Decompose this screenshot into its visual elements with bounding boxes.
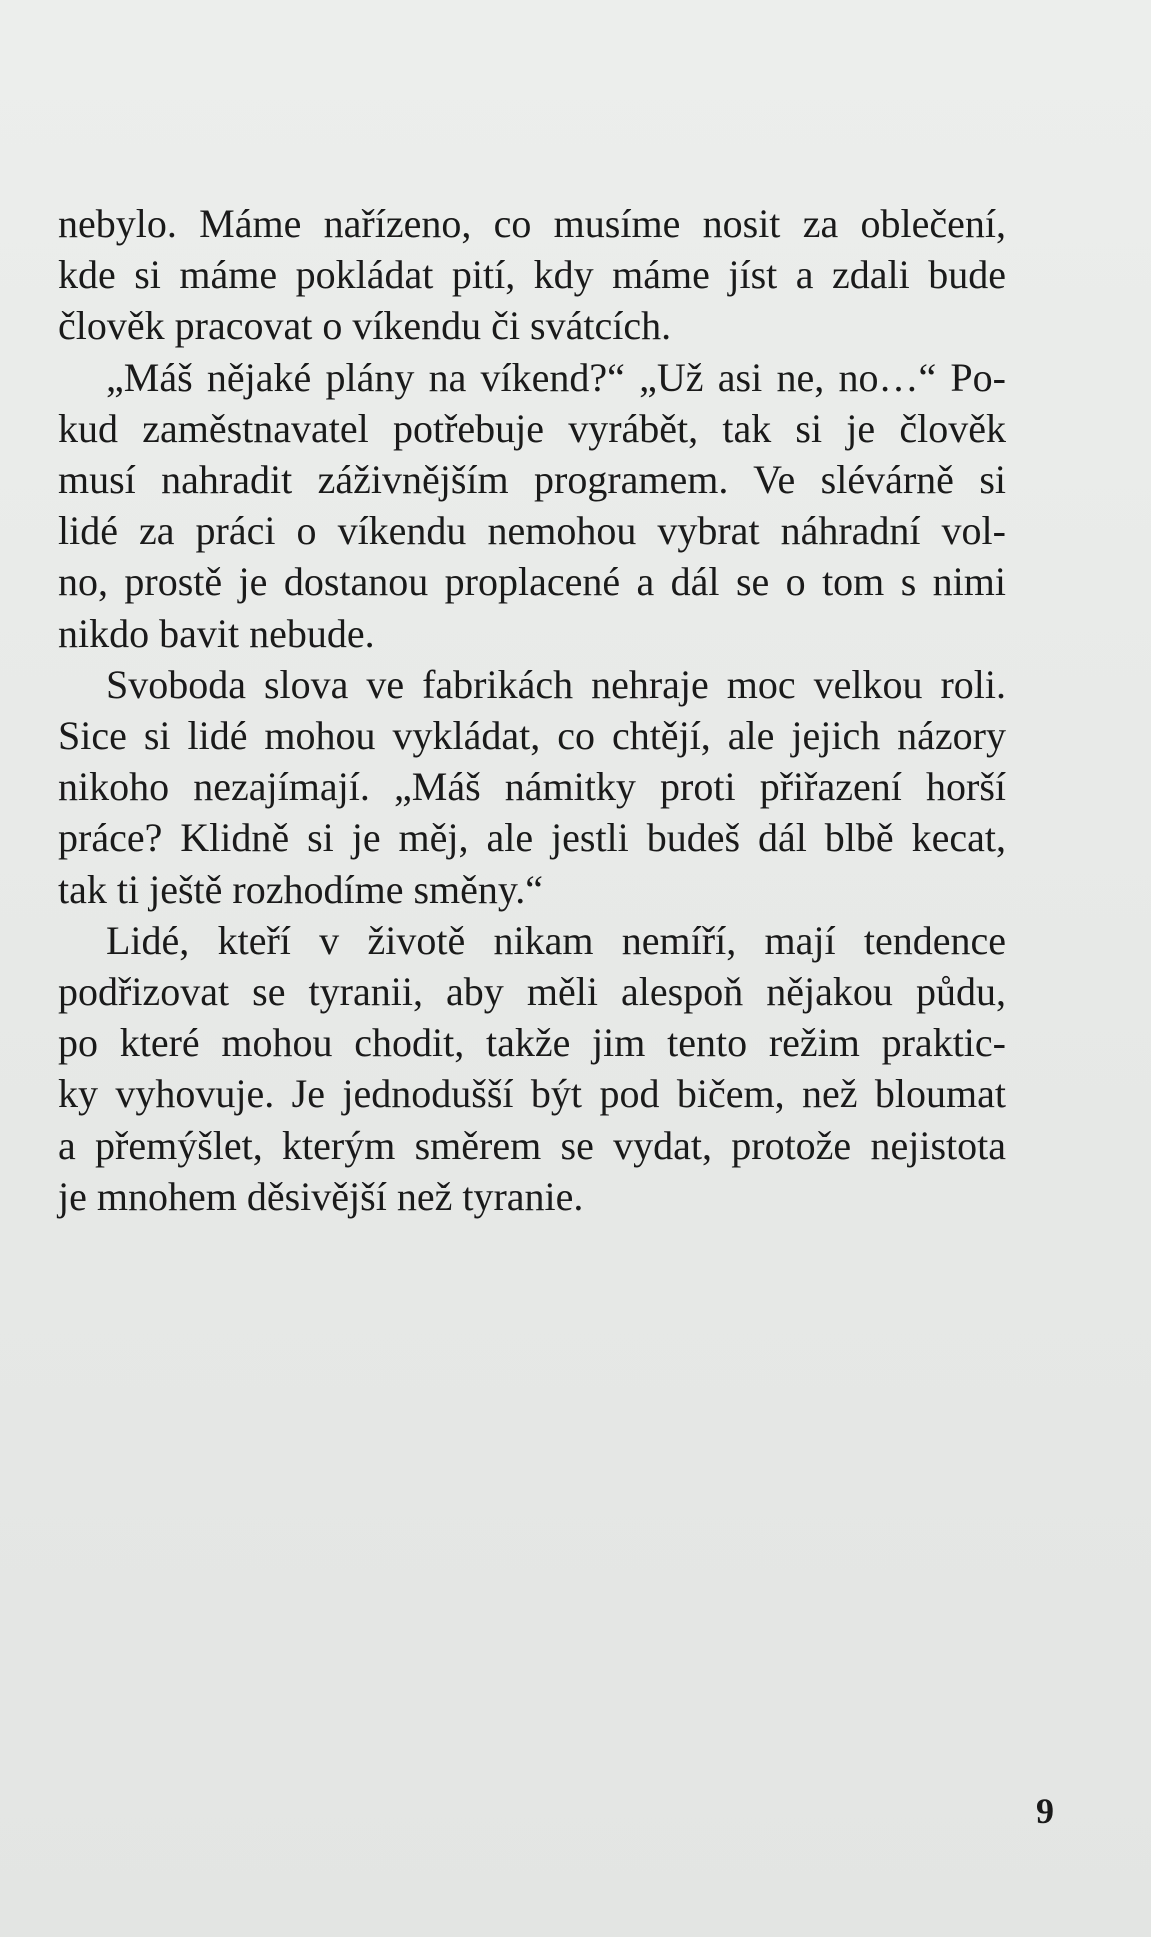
text-line: a přemýšlet, kterým směrem se vydat, protože nejistota — [58, 1122, 1006, 1168]
text-line: kud zaměstnavatel potřebuje vyrábět, tak si je člověk — [58, 405, 1006, 451]
text-line: Lidé, kteří v životě nikam nemíří, mají tendence — [106, 917, 1006, 963]
text-line: Svoboda slova ve fabrikách nehraje moc velkou roli. — [106, 661, 1006, 707]
text-line: musí nahradit záživnějším programem. Ve slévárně si — [58, 457, 1006, 503]
paragraph-3 — [58, 659, 1006, 915]
text-line: no, prostě je dostanou proplacené a dál se o tom s nimi — [58, 559, 1006, 605]
text-line: podřizovat se tyranii, aby měli alespoň nějakou půdu, — [58, 969, 1006, 1015]
text-line: nikdo bavit nebude. — [58, 610, 375, 656]
text-line: tak ti ještě rozhodíme směny.“ — [58, 866, 544, 912]
text-line: ky vyhovuje. Je jednodušší být pod bičem, než bloumat — [58, 1071, 1006, 1117]
body-text — [58, 198, 1006, 1222]
text-line: lidé za práci o víkendu nemohou vybrat náhradní vol- — [58, 508, 1006, 554]
text-line: nebylo. Máme nařízeno, co musíme nosit za oblečení, — [58, 201, 1006, 246]
paragraph-2 — [58, 352, 1006, 659]
text-line: kde si máme pokládat pití, kdy máme jíst a zdali bude — [58, 252, 1006, 298]
paragraph-4 — [58, 915, 1006, 1222]
text-line: „Máš nějaké plány na víkend?“ „Už asi ne, no…“ Po- — [106, 354, 1006, 400]
text-line: práce? Klidně si je měj, ale jestli budeš dál blbě kecat, — [58, 815, 1006, 861]
paragraph-1 — [58, 198, 1006, 352]
text-line: po které mohou chodit, takže jim tento režim praktic- — [58, 1020, 1006, 1066]
text-line: Sice si lidé mohou vykládat, co chtějí, ale jejich názory — [58, 713, 1006, 759]
text-line: člověk pracovat o víkendu či svátcích. — [58, 303, 672, 349]
page-number: 9 — [1036, 1791, 1054, 1831]
text-line: je mnohem děsivější než tyranie. — [58, 1173, 584, 1219]
text-line: nikoho nezajímají. „Máš námitky proti přiřazení horší — [58, 764, 1006, 810]
